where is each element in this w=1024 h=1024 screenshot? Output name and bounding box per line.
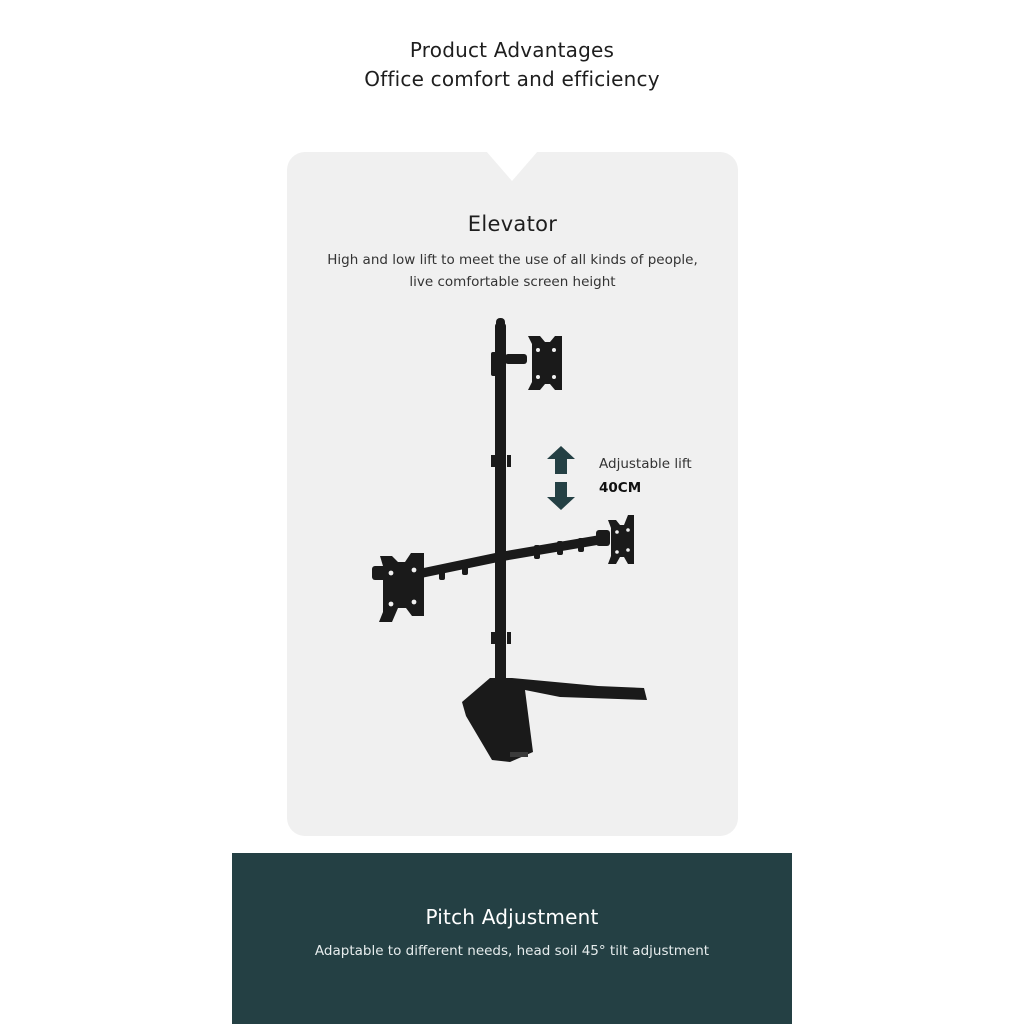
monitor-stand-image	[355, 315, 655, 770]
band-title: Pitch Adjustment	[425, 905, 599, 929]
pitch-adjustment-band	[232, 853, 792, 1024]
lift-value: 40CM	[599, 480, 642, 496]
lift-label: Adjustable lift	[599, 456, 692, 472]
header-title: Product Advantages	[409, 38, 615, 62]
band-description: Adaptable to different needs, head soil 45° tilt adjustment	[314, 943, 710, 959]
header-subtitle: Office comfort and efficiency	[364, 67, 660, 91]
up-down-arrows-icon	[546, 446, 576, 512]
card-description	[300, 249, 725, 293]
card-title: Elevator	[467, 212, 558, 236]
header	[0, 36, 1024, 94]
card-description-line-1: High and low lift to meet the use of all kinds of people,	[327, 252, 698, 268]
card-notch	[486, 151, 538, 181]
card-description-line-2: live comfortable screen height	[409, 274, 616, 290]
